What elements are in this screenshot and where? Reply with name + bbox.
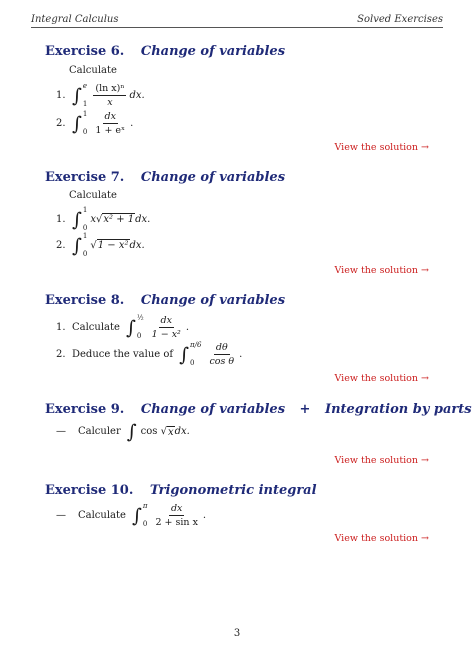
exercise-label: Exercise 8. xyxy=(45,293,125,308)
view-solution-link[interactable]: View the solution → xyxy=(334,142,429,153)
exercise-8 xyxy=(45,293,429,384)
item-number: 2. xyxy=(56,117,66,129)
exercise-title xyxy=(45,170,429,185)
integral-limits: 1 0 xyxy=(82,232,88,258)
item-tail: . xyxy=(202,509,207,521)
view-solution-link[interactable]: View the solution → xyxy=(334,455,429,466)
exercise-subtitle-2: Integration by parts xyxy=(324,402,472,417)
exercise-item xyxy=(56,206,150,232)
exercise-title xyxy=(45,293,429,308)
integral-limits: ½ 0 xyxy=(136,314,144,340)
item-tail: . xyxy=(130,117,134,129)
view-solution-link[interactable]: View the solution → xyxy=(334,533,429,544)
integral-sign: ∫ xyxy=(131,504,142,527)
item-number: 2. xyxy=(56,239,66,251)
item-tail: dx. xyxy=(129,89,145,101)
integrand: √ xyxy=(90,239,97,251)
fraction: $\frac{dx}{\text{1 − x²}}$ xyxy=(151,314,181,340)
exercise-item xyxy=(56,82,145,108)
exercise-title xyxy=(45,402,472,417)
fraction: $\frac{d\theta}{\text{cos θ}}$ xyxy=(209,341,235,367)
radicand: x xyxy=(167,426,174,438)
item-tail: dx. xyxy=(135,213,151,225)
integral-sign: ∫ xyxy=(72,234,82,257)
fraction: $\frac{\text{(ln x)ⁿ}}{x}$ xyxy=(95,82,125,108)
radicand: 1 − x² xyxy=(97,240,129,251)
view-solution-link[interactable]: View the solution → xyxy=(334,265,429,276)
exercise-label: Exercise 7. xyxy=(45,170,125,185)
exercise-7 xyxy=(45,170,429,276)
exercise-label: Exercise 9. xyxy=(45,402,125,417)
item-tail: . xyxy=(185,321,190,333)
exercise-10 xyxy=(45,483,429,544)
exercise-label: Exercise 6. xyxy=(45,44,125,59)
item-dash: — xyxy=(56,426,66,437)
integral-sign: ∫ xyxy=(179,343,190,366)
integral-limits: e 1 xyxy=(82,82,88,108)
header-left: Integral Calculus xyxy=(31,14,119,25)
exercise-item xyxy=(56,314,189,340)
item-dash: — xyxy=(56,509,66,521)
integral-sign: ∫ xyxy=(72,112,82,135)
exercise-intro: Calculate xyxy=(69,190,117,201)
fraction: $\frac{dx}{\text{1 + eˣ}}$ xyxy=(95,110,126,136)
integral-limits: π/6 0 xyxy=(190,341,202,367)
exercise-title xyxy=(45,483,429,498)
item-tail: . xyxy=(239,348,243,360)
integrand: x√ xyxy=(90,213,103,225)
exercise-subtitle: Change of variables xyxy=(140,402,286,417)
integral-limits: 1 0 xyxy=(82,110,88,136)
integral-sign: ∫ xyxy=(72,208,82,231)
item-text: Calculer xyxy=(78,426,121,437)
item-text: Calculate xyxy=(78,509,126,521)
page-number: 3 xyxy=(233,628,241,639)
item-tail: dx. xyxy=(174,426,190,437)
exercise-subtitle: Change of variables xyxy=(140,44,286,59)
integrand: cos √ xyxy=(140,426,167,437)
integral-limits: 1 0 xyxy=(82,206,88,232)
integral-sign: ∫ xyxy=(125,316,136,339)
exercise-item xyxy=(56,422,190,441)
exercise-9 xyxy=(45,402,472,466)
item-tail: dx. xyxy=(129,239,145,251)
exercise-intro: Calculate xyxy=(69,65,117,76)
integral-sign: ∫ xyxy=(72,84,82,107)
running-header xyxy=(31,11,443,28)
fraction: $\frac{dx}{\text{2 + sin x}}$ xyxy=(155,502,198,528)
item-text: Calculate xyxy=(72,321,120,333)
item-text: Deduce the value of xyxy=(72,348,174,360)
exercise-subtitle: Change of variables xyxy=(140,170,286,185)
exercise-label: Exercise 10. xyxy=(45,483,134,498)
item-number: 1. xyxy=(56,89,66,101)
item-number: 1. xyxy=(56,321,66,333)
header-right: Solved Exercises xyxy=(357,14,443,25)
integral-sign: ∫ xyxy=(126,421,137,443)
exercise-item xyxy=(56,502,206,528)
exercise-title xyxy=(45,44,429,59)
plus-sign: + xyxy=(299,402,311,417)
exercise-item xyxy=(56,232,145,258)
item-number: 1. xyxy=(56,213,66,225)
view-solution-link[interactable]: View the solution → xyxy=(334,373,429,384)
exercise-item xyxy=(56,341,242,367)
exercise-subtitle: Trigonometric integral xyxy=(149,483,317,498)
exercise-subtitle: Change of variables xyxy=(140,293,286,308)
exercise-6 xyxy=(45,44,429,153)
exercise-item xyxy=(56,110,133,136)
item-number: 2. xyxy=(56,348,66,360)
radicand: x² + 1 xyxy=(103,214,135,225)
integral-limits: π 0 xyxy=(142,502,148,528)
